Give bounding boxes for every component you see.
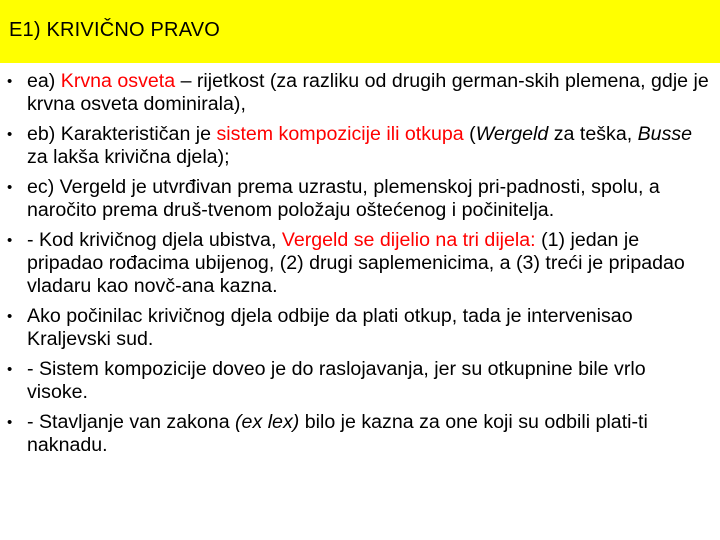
bullet-item-7 <box>0 411 712 457</box>
bullet-icon: • <box>7 126 13 143</box>
bullet-text: – rijetkost (za razliku od drugih german-skih plemena, gdje je krvna osveta dominirala), <box>27 70 709 115</box>
bullet-item-6 <box>0 358 712 404</box>
bullet-text: za teška, <box>548 123 638 145</box>
title-bar <box>0 0 720 63</box>
bullet-icon: • <box>7 73 13 90</box>
bullet-item-1 <box>0 70 712 116</box>
bullet-text: eb) Karakterističan je <box>27 123 217 145</box>
bullet-list <box>0 70 712 464</box>
bullet-text: - Stavljanje van zakona <box>27 411 236 433</box>
bullet-icon: • <box>7 232 13 249</box>
highlight-text: Vergeld se dijelio na tri dijela: <box>281 229 536 251</box>
highlight-text: sistem kompozicije ili otkupa <box>216 123 464 145</box>
bullet-text: ea) <box>27 70 61 92</box>
bullet-item-5 <box>0 305 712 351</box>
bullet-text: - Kod krivičnog djela ubistva, <box>27 229 282 251</box>
bullet-item-4 <box>0 229 712 298</box>
slide-title: E1) KRIVIČNO PRAVO <box>9 19 221 41</box>
bullet-item-3 <box>0 176 712 222</box>
bullet-icon: • <box>7 414 13 431</box>
bullet-text: Ako počinilac krivičnog djela odbije da plati otkup, tada je intervenisao Kraljevski sud. <box>27 305 633 350</box>
bullet-text: ( <box>469 123 476 145</box>
bullet-text: ec) Vergeld je utvrđivan prema uzrastu, plemenskoj pri-padnosti, spolu, a naročito prema druš-tvenom položaju oštećenog i počinitelja. <box>27 176 660 221</box>
italic-term: (ex lex) <box>235 411 300 433</box>
italic-term: Wergeld <box>475 123 549 145</box>
bullet-icon: • <box>7 179 13 196</box>
bullet-text: - Sistem kompozicije doveo je do raslojavanja, jer su otkupnine bile vrlo visoke. <box>27 358 646 403</box>
bullet-item-2 <box>0 123 712 169</box>
bullet-text: bilo je kazna za one koji su odbili plati-ti naknadu. <box>27 411 648 456</box>
italic-term: Busse <box>637 123 693 145</box>
bullet-text: za lakša krivična djela); <box>27 146 230 168</box>
bullet-icon: • <box>7 308 13 325</box>
bullet-text: (1) jedan je pripadao rođacima ubijenog, (2) drugi saplemenicima, a (3) treći je pripadao vladaru kao novč-ana kazna. <box>27 229 685 297</box>
highlight-text: Krvna osveta <box>60 70 176 92</box>
bullet-icon: • <box>7 361 13 378</box>
